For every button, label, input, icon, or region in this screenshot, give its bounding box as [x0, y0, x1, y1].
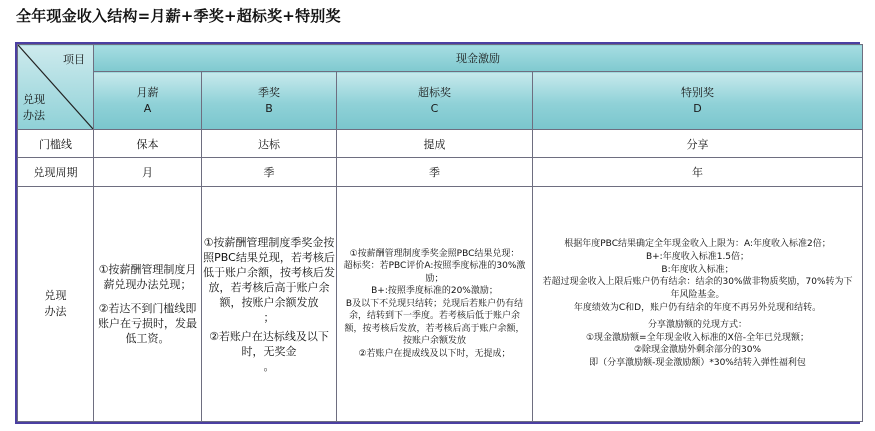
method-row-label: [18, 187, 94, 422]
threshold-c: 提成: [337, 130, 533, 158]
corner-diagonal-cell: [18, 45, 94, 130]
column-header-a: [94, 72, 202, 130]
method-a-para-1: ①按薪酬管理制度月薪兑现办法兑现；: [98, 263, 197, 291]
compensation-table-frame: [15, 42, 860, 424]
cycle-b: 季: [202, 158, 337, 187]
column-header-d: [533, 72, 863, 130]
method-d-para-1: 根据年度PBC结果确定全年现金收入上限为：A:年度收入标准2倍；: [564, 239, 831, 250]
method-c-para-5: ②若账户在提成线及以下时，无提成；: [358, 348, 511, 359]
column-c-code: C: [430, 101, 439, 115]
method-d-para-6: 分享激励额的兑现方式：: [647, 319, 747, 330]
threshold-d: 分享: [533, 130, 863, 158]
header-row-top: [18, 45, 863, 72]
method-d-para-4: 若超过现金收入上限后账户仍有结余：结余的30%做非物质奖励，70%转为下年风险基金。: [542, 277, 853, 301]
column-d-code: D: [693, 101, 702, 115]
column-header-c: [337, 72, 533, 130]
method-d-para-2: B+:年度收入标准1.5倍；: [645, 251, 750, 262]
column-a-name: 月薪: [136, 85, 159, 99]
column-b-code: B: [265, 101, 273, 115]
column-header-b: [202, 72, 337, 130]
method-b-para-2: ；: [263, 310, 275, 324]
method-d-para-8: ②除现金激励外剩余部分的30%: [633, 345, 762, 356]
cycle-c: 季: [337, 158, 533, 187]
corner-label-method-line1: 兑现: [23, 93, 45, 106]
header-cash-incentive: 现金激励: [94, 45, 863, 72]
corner-label-method-line2: 办法: [23, 109, 45, 122]
method-c-para-1: ①按薪酬管理制度季奖金照PBC结果兑现：: [349, 248, 520, 259]
method-b: [202, 187, 337, 422]
method-row: [18, 187, 863, 422]
threshold-row-label: 门槛线: [18, 130, 94, 158]
method-d-para-3: B:年度收入标准；: [661, 264, 734, 275]
method-d: [533, 187, 863, 422]
method-label-line1: 兑现: [44, 289, 67, 302]
method-d-para-7: ①现金激励额=全年现金收入标准的X倍-全年已兑现额；: [585, 332, 810, 343]
threshold-row: [18, 130, 863, 158]
cycle-d: 年: [533, 158, 863, 187]
column-a-code: A: [143, 101, 152, 115]
method-c: [337, 187, 533, 422]
compensation-table: [17, 44, 863, 422]
method-label-line2: 办法: [44, 305, 67, 318]
cycle-row-label: 兑现周期: [18, 158, 94, 187]
method-c-para-2: 超标奖：若PBC评价A:按照季度标准的30%激励；: [343, 261, 526, 284]
column-c-name: 超标奖: [418, 85, 451, 99]
cycle-row: [18, 158, 863, 187]
method-b-para-3: ②若账户在达标线及以下时，无奖金: [209, 329, 329, 358]
method-a: [94, 187, 202, 422]
column-b-name: 季奖: [258, 85, 280, 99]
method-b-para-1: ①按薪酬管理制度季奖金按照PBC结果兑现，若考核后低于账户余额，按考核后发放，若考核后高于账户余额，按账户余额发放: [203, 235, 335, 309]
method-d-para-5: 年度绩效为C和D，账户仍有结余的年度不再另外兑现和结转。: [573, 303, 822, 313]
header-row-columns: [18, 72, 863, 130]
method-a-para-2: ②若达不到门槛线即账户在亏损时，发最低工资。: [98, 302, 197, 345]
method-d-para-9: 即（分享激励额-现金激励额）*30%结转入弹性福利包: [589, 358, 806, 369]
method-b-para-4: 。: [263, 359, 275, 373]
threshold-b: 达标: [202, 130, 337, 158]
column-d-name: 特别奖: [681, 85, 714, 99]
method-c-para-3: B+:按照季度标准的20%激励；: [371, 286, 498, 297]
corner-label-method: [23, 92, 45, 124]
threshold-a: 保本: [94, 130, 202, 158]
corner-label-item: 项目: [63, 53, 85, 66]
cycle-a: 月: [94, 158, 202, 187]
method-c-para-4: B及以下不兑现只结转；兑现后若账户仍有结余，结转到下一季度。若考核后低于账户余额，按考核后发放，若考核后高于账户余额，按账户余额发放: [344, 298, 525, 347]
page-title: 全年现金收入结构=月薪+季奖+超标奖+特别奖: [16, 7, 341, 25]
